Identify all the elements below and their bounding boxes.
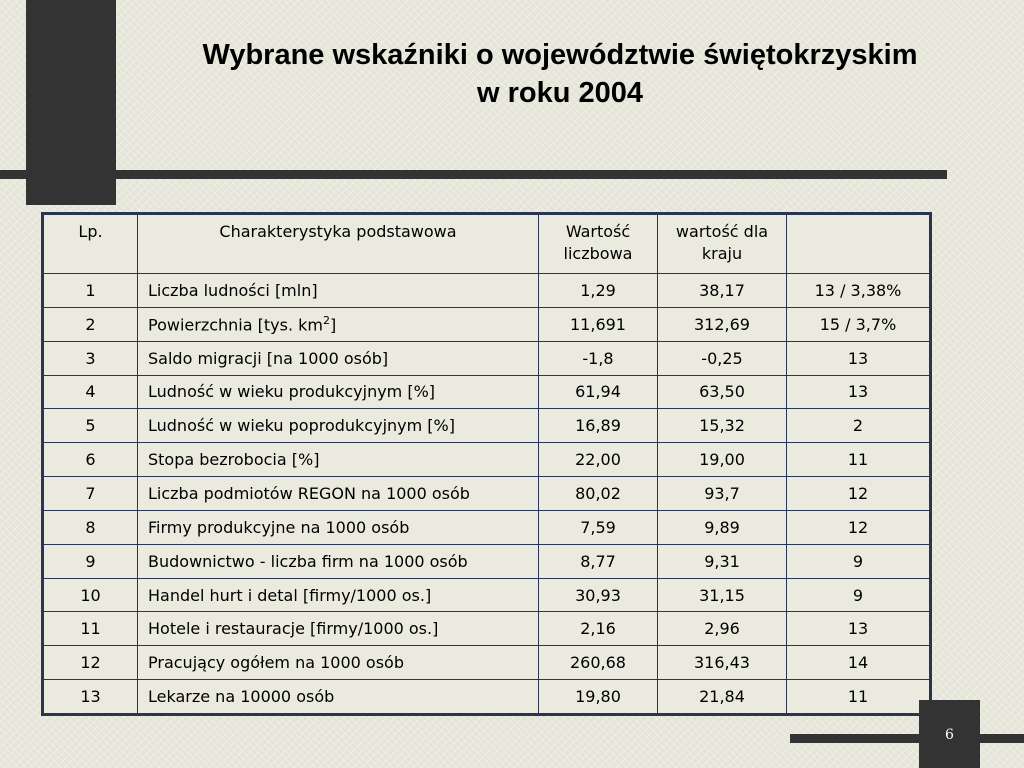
slide-title (130, 36, 990, 112)
cell-characteristic: Handel hurt i detal [firmy/1000 os.] (138, 578, 539, 612)
decorative-bar-top (0, 170, 947, 179)
cell-rank: 14 (787, 646, 931, 680)
cell-lp: 8 (43, 510, 138, 544)
table-row (43, 612, 931, 646)
cell-value: -1,8 (539, 341, 658, 375)
cell-country-value: 9,31 (658, 544, 787, 578)
table-row (43, 341, 931, 375)
cell-country-value: 316,43 (658, 646, 787, 680)
table-row (43, 307, 931, 341)
cell-country-value: -0,25 (658, 341, 787, 375)
table-row (43, 680, 931, 715)
cell-characteristic: Lekarze na 10000 osób (138, 680, 539, 715)
header-value: Wartość liczbowa (539, 214, 658, 274)
cell-lp: 5 (43, 409, 138, 443)
cell-characteristic: Stopa bezrobocia [%] (138, 443, 539, 477)
cell-characteristic-superscript: 2 (322, 314, 330, 328)
cell-lp: 10 (43, 578, 138, 612)
table-row (43, 375, 931, 409)
cell-lp: 6 (43, 443, 138, 477)
cell-characteristic: Liczba podmiotów REGON na 1000 osób (138, 477, 539, 511)
cell-country-value: 15,32 (658, 409, 787, 443)
cell-value: 8,77 (539, 544, 658, 578)
header-characteristic: Charakterystyka podstawowa (138, 214, 539, 274)
table-row (43, 646, 931, 680)
cell-rank: 2 (787, 409, 931, 443)
table-row (43, 443, 931, 477)
cell-characteristic-text: Powierzchnia [tys. km (148, 315, 323, 335)
cell-characteristic (138, 307, 539, 341)
table-body (43, 274, 931, 715)
indicators-table-container (41, 212, 932, 716)
cell-rank: 9 (787, 578, 931, 612)
cell-characteristic: Liczba ludności [mln] (138, 274, 539, 308)
slide-number: 6 (945, 727, 954, 743)
cell-rank: 15 / 3,7% (787, 307, 931, 341)
cell-country-value: 19,00 (658, 443, 787, 477)
cell-characteristic: Hotele i restauracje [firmy/1000 os.] (138, 612, 539, 646)
cell-rank: 13 (787, 612, 931, 646)
cell-value: 2,16 (539, 612, 658, 646)
cell-lp: 12 (43, 646, 138, 680)
cell-rank: 12 (787, 510, 931, 544)
table-row (43, 510, 931, 544)
cell-value: 1,29 (539, 274, 658, 308)
cell-characteristic-suffix: ] (329, 315, 337, 335)
cell-lp: 9 (43, 544, 138, 578)
header-lp: Lp. (43, 214, 138, 274)
decorative-bar-bottom (790, 734, 1024, 743)
cell-country-value: 21,84 (658, 680, 787, 715)
cell-lp: 4 (43, 375, 138, 409)
cell-value: 30,93 (539, 578, 658, 612)
cell-country-value: 31,15 (658, 578, 787, 612)
cell-characteristic: Ludność w wieku produkcyjnym [%] (138, 375, 539, 409)
cell-characteristic: Saldo migracji [na 1000 osób] (138, 341, 539, 375)
header-country-value: wartość dla kraju (658, 214, 787, 274)
cell-rank: 12 (787, 477, 931, 511)
cell-value: 19,80 (539, 680, 658, 715)
header-rank (787, 214, 931, 274)
cell-country-value: 93,7 (658, 477, 787, 511)
cell-characteristic: Ludność w wieku poprodukcyjnym [%] (138, 409, 539, 443)
cell-value: 80,02 (539, 477, 658, 511)
cell-characteristic: Budownictwo - liczba firm na 1000 osób (138, 544, 539, 578)
cell-lp: 13 (43, 680, 138, 715)
cell-value: 61,94 (539, 375, 658, 409)
table-row (43, 544, 931, 578)
slide-title-line-2: w roku 2004 (476, 77, 644, 109)
cell-lp: 7 (43, 477, 138, 511)
cell-value: 16,89 (539, 409, 658, 443)
cell-lp: 11 (43, 612, 138, 646)
cell-value: 260,68 (539, 646, 658, 680)
table-header-row (43, 214, 931, 274)
indicators-table (41, 212, 932, 716)
slide-title-line-1: Wybrane wskaźniki o województwie świętokrzyskim (202, 39, 918, 71)
table-row (43, 274, 931, 308)
cell-characteristic: Pracujący ogółem na 1000 osób (138, 646, 539, 680)
cell-country-value: 63,50 (658, 375, 787, 409)
cell-lp: 3 (43, 341, 138, 375)
cell-country-value: 312,69 (658, 307, 787, 341)
cell-rank: 11 (787, 680, 931, 715)
cell-lp: 2 (43, 307, 138, 341)
cell-value: 11,691 (539, 307, 658, 341)
table-row (43, 477, 931, 511)
table-row (43, 578, 931, 612)
cell-country-value: 9,89 (658, 510, 787, 544)
cell-rank: 11 (787, 443, 931, 477)
table-row (43, 409, 931, 443)
cell-rank: 9 (787, 544, 931, 578)
cell-country-value: 2,96 (658, 612, 787, 646)
cell-lp: 1 (43, 274, 138, 308)
cell-characteristic: Firmy produkcyjne na 1000 osób (138, 510, 539, 544)
cell-rank: 13 / 3,38% (787, 274, 931, 308)
cell-value: 22,00 (539, 443, 658, 477)
cell-rank: 13 (787, 375, 931, 409)
cell-country-value: 38,17 (658, 274, 787, 308)
cell-value: 7,59 (539, 510, 658, 544)
cell-rank: 13 (787, 341, 931, 375)
